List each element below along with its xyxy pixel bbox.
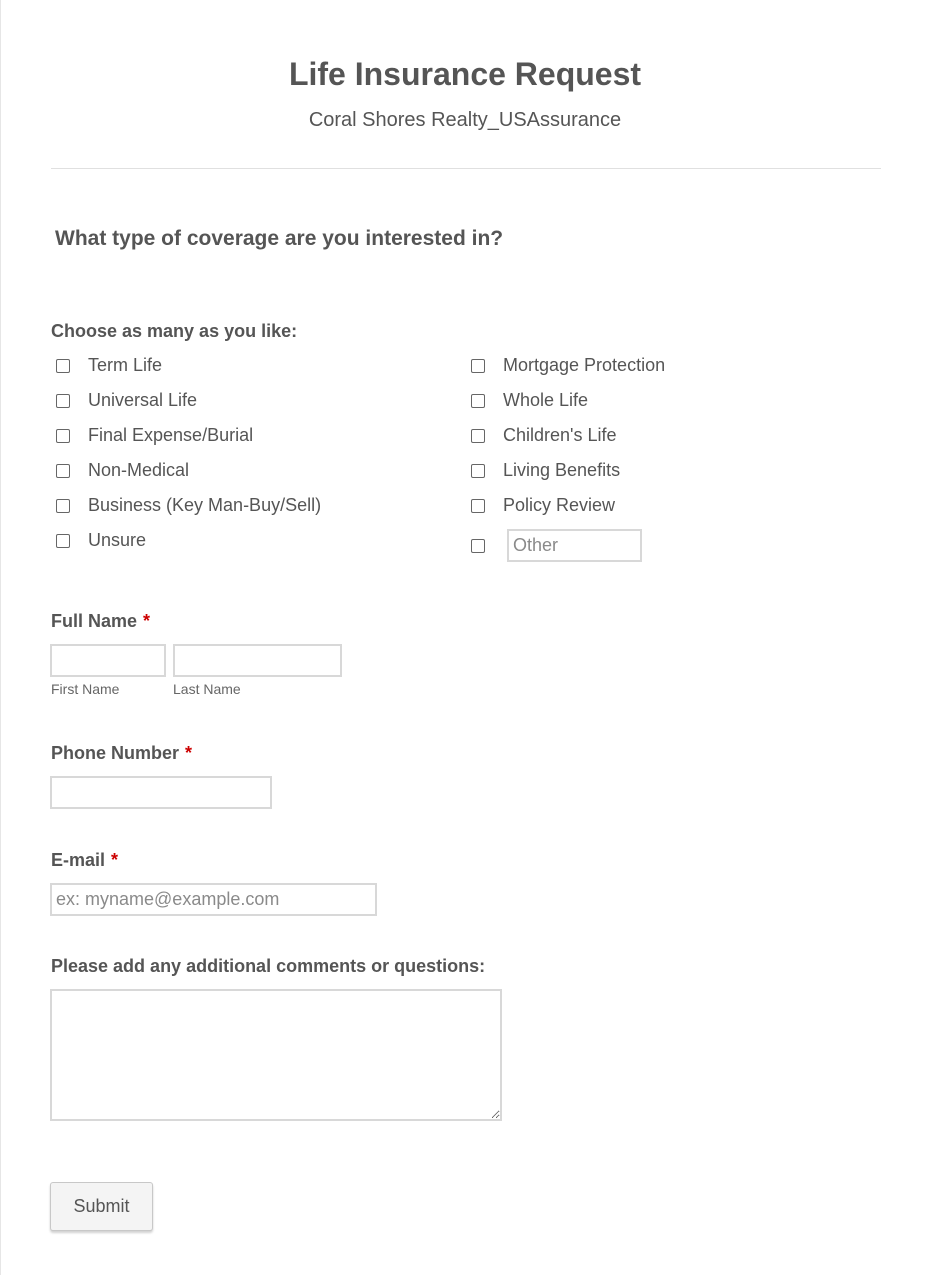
email-label-text: E-mail bbox=[51, 850, 106, 870]
option-label: Mortgage Protection bbox=[503, 355, 666, 375]
option-business[interactable] bbox=[56, 495, 321, 516]
option-living-benefits[interactable] bbox=[471, 460, 620, 481]
option-unsure[interactable] bbox=[56, 530, 146, 551]
first-name-input[interactable] bbox=[50, 644, 166, 677]
checkbox[interactable] bbox=[56, 534, 70, 548]
option-label: Business (Key Man-Buy/Sell) bbox=[88, 495, 322, 515]
phone-label bbox=[51, 743, 192, 764]
required-marker: * bbox=[143, 611, 151, 631]
option-label: Policy Review bbox=[503, 495, 616, 515]
full-name-label-text: Full Name bbox=[51, 611, 138, 631]
option-label: Non-Medical bbox=[88, 460, 190, 480]
first-name-sublabel: First Name bbox=[51, 681, 120, 697]
comments-label: Please add any additional comments or questions: bbox=[51, 956, 486, 976]
phone-input[interactable] bbox=[50, 776, 272, 809]
option-non-medical[interactable] bbox=[56, 460, 189, 481]
coverage-instruction: Choose as many as you like: bbox=[51, 321, 298, 341]
option-childrens-life[interactable] bbox=[471, 425, 617, 446]
email-input[interactable] bbox=[50, 883, 377, 916]
option-label: Final Expense/Burial bbox=[88, 425, 254, 445]
submit-button[interactable]: Submit bbox=[50, 1182, 153, 1231]
checkbox[interactable] bbox=[471, 464, 485, 478]
form-subtitle: Coral Shores Realty_USAssurance bbox=[308, 109, 622, 131]
option-other-checkbox[interactable] bbox=[471, 539, 485, 553]
checkbox[interactable] bbox=[56, 464, 70, 478]
checkbox[interactable] bbox=[471, 359, 485, 373]
option-label: Universal Life bbox=[88, 390, 198, 410]
option-term-life[interactable] bbox=[56, 355, 162, 376]
header-divider bbox=[51, 168, 881, 169]
option-label: Living Benefits bbox=[503, 460, 621, 480]
checkbox[interactable] bbox=[56, 359, 70, 373]
full-name-label bbox=[51, 611, 150, 632]
required-marker: * bbox=[185, 743, 193, 763]
option-label: Whole Life bbox=[503, 390, 589, 410]
option-whole-life[interactable] bbox=[471, 390, 588, 411]
coverage-question: What type of coverage are you interested in? bbox=[55, 227, 504, 250]
last-name-sublabel: Last Name bbox=[173, 681, 241, 697]
option-label: Children's Life bbox=[503, 425, 617, 445]
checkbox[interactable] bbox=[56, 499, 70, 513]
checkbox[interactable] bbox=[471, 499, 485, 513]
option-final-expense[interactable] bbox=[56, 425, 253, 446]
option-universal-life[interactable] bbox=[56, 390, 197, 411]
checkbox[interactable] bbox=[471, 394, 485, 408]
checkbox[interactable] bbox=[56, 394, 70, 408]
option-mortgage-protection[interactable] bbox=[471, 355, 665, 376]
option-label: Term Life bbox=[88, 355, 163, 375]
other-input[interactable] bbox=[507, 529, 642, 562]
phone-label-text: Phone Number bbox=[51, 743, 180, 763]
option-label: Unsure bbox=[88, 530, 147, 550]
checkbox[interactable] bbox=[471, 429, 485, 443]
email-label bbox=[51, 850, 118, 871]
checkbox[interactable] bbox=[56, 429, 70, 443]
last-name-input[interactable] bbox=[173, 644, 342, 677]
option-policy-review[interactable] bbox=[471, 495, 615, 516]
form-title: Life Insurance Request bbox=[288, 56, 642, 92]
required-marker: * bbox=[111, 850, 119, 870]
comments-textarea[interactable] bbox=[50, 989, 502, 1121]
